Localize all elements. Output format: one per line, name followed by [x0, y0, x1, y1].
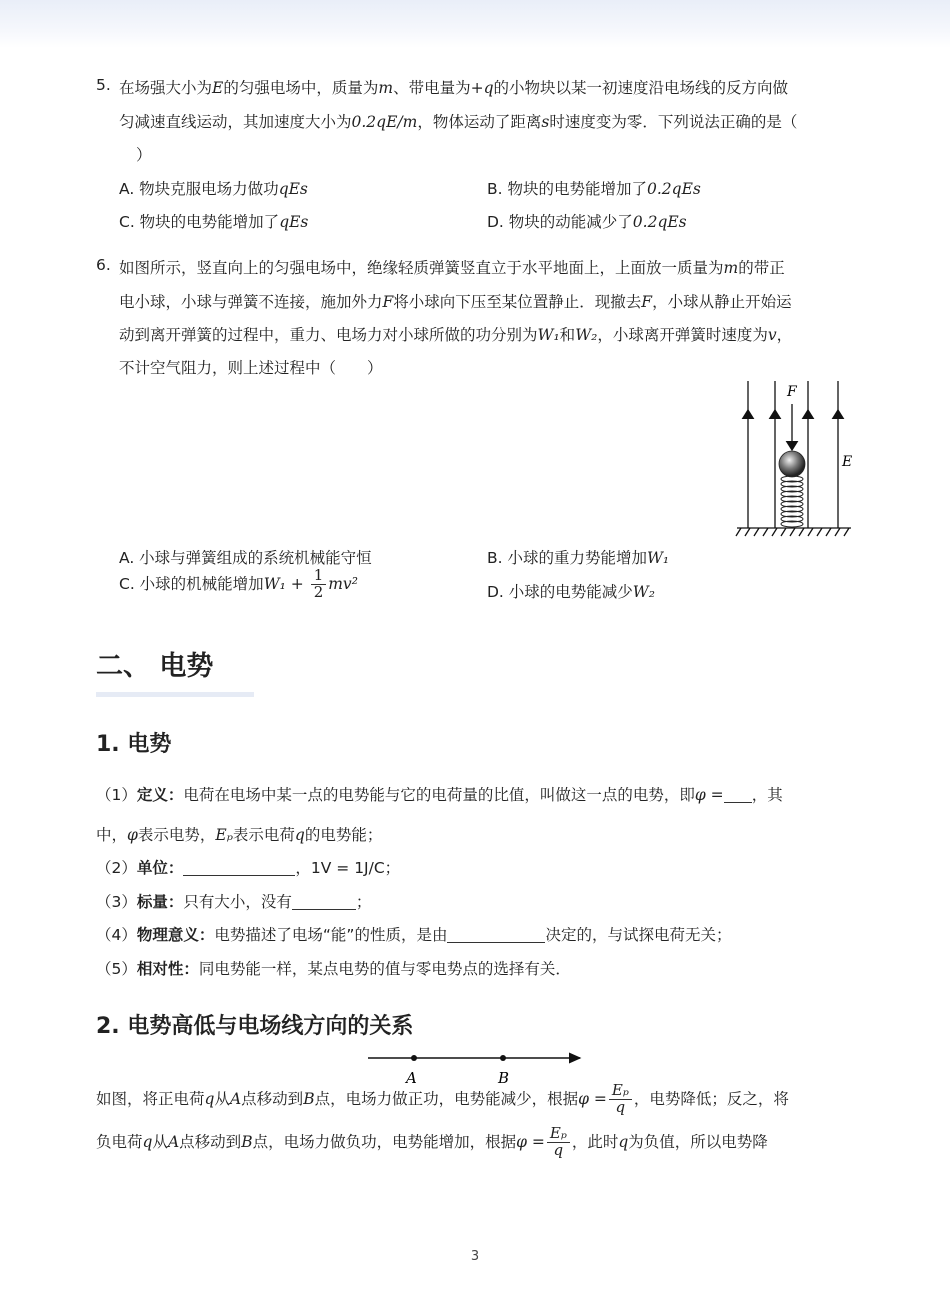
ball: [779, 451, 805, 477]
point-b: [500, 1055, 506, 1061]
point-b-label: B: [498, 1069, 510, 1087]
question-line: 在场强大小为E的匀强电场中，质量为m、带电量为+q的小物块以某一初速度沿电场线的反方向做: [119, 79, 789, 97]
question-line: ）: [136, 146, 152, 164]
fill-blank[interactable]: [447, 926, 545, 943]
section-title-underline: [96, 692, 254, 697]
fill-blank[interactable]: [724, 786, 752, 803]
header-band: [0, 0, 950, 48]
definition-line: 中，φ表示电势，Eₚ表示电荷q的电势能；: [96, 826, 383, 844]
spring-field-figure: [735, 376, 855, 542]
field-label: E: [842, 454, 853, 470]
question-line: 电小球，小球与弹簧不连接，施加外力F将小球向下压至某位置静止．现撤去F，小球从静止开始运: [119, 293, 792, 311]
force-label: F: [787, 384, 797, 400]
ground: [736, 528, 851, 536]
definition-line: （5）相对性：同电势能一样，某点电势的值与零电势点的选择有关．: [96, 960, 571, 978]
option-c[interactable]: C. 小球的机械能增加W₁ + $\frac{1}{2}$ mv²: [119, 566, 358, 601]
section-title: 二、 电势: [96, 651, 214, 682]
question-line: 不计空气阻力，则上述过程中（ ）: [119, 359, 383, 377]
paragraph-line: 如图，将正电荷q从A点移动到B点，电场力做正功，电势能减少，根据φ = $\frac{\text{Eₚ}}{q}$ ，电势降低；反之，将: [96, 1081, 789, 1116]
question-line: 动到离开弹簧的过程中，重力、电场力对小球所做的功分别为W₁和W₂，小球离开弹簧时速度为v，: [119, 326, 793, 344]
paragraph-line: 负电荷q从A点移动到B点，电场力做负功，电势能增加，根据φ = $\frac{\text{Eₚ}}{q}$ ，此时q为负值，所以电势降: [96, 1124, 768, 1159]
definition-line: （3）标量：只有大小，没有 ；: [96, 893, 372, 911]
option-c[interactable]: C. 物块的电势能增加了qEs: [119, 213, 309, 231]
point-a-label: A: [406, 1069, 417, 1087]
option-a[interactable]: A. 物块克服电场力做功qEs: [119, 180, 308, 198]
question-line: 如图所示，竖直向上的匀强电场中，绝缘轻质弹簧竖直立于水平地面上，上面放一质量为m的带正: [119, 259, 785, 277]
definition-line: （1）定义：电荷在电场中某一点的电势能与它的电荷量的比值，叫做这一点的电势，即φ = ，其: [96, 786, 783, 804]
spring: [781, 476, 803, 527]
option-b[interactable]: B. 物块的电势能增加了0.2qEs: [487, 180, 701, 198]
point-a: [411, 1055, 417, 1061]
fill-blank[interactable]: [183, 859, 295, 876]
question-number: 6.: [96, 256, 111, 274]
option-d[interactable]: D. 小球的电势能减少W₂: [487, 583, 655, 601]
question-number: 5.: [96, 76, 111, 94]
option-b[interactable]: B. 小球的重力势能增加W₁: [487, 549, 670, 567]
question-line: 匀减速直线运动，其加速度大小为0.2qE/m，物体运动了距离s时速度变为零．下列说法正确的是（: [119, 113, 798, 131]
definition-line: （2）单位： ，1V = 1J/C；: [96, 859, 401, 877]
subsection-title-1: 1. 电势: [96, 732, 172, 757]
definition-line: （4）物理意义：电势描述了电场“能”的性质，是由 决定的，与试探电荷无关；: [96, 926, 732, 944]
page-number: 3: [470, 1249, 480, 1264]
fill-blank[interactable]: [292, 893, 356, 910]
subsection-title-2: 2. 电势高低与电场线方向的关系: [96, 1014, 414, 1039]
option-a[interactable]: A. 小球与弹簧组成的系统机械能守恒: [119, 549, 372, 567]
option-d[interactable]: D. 物块的动能减少了0.2qEs: [487, 213, 687, 231]
